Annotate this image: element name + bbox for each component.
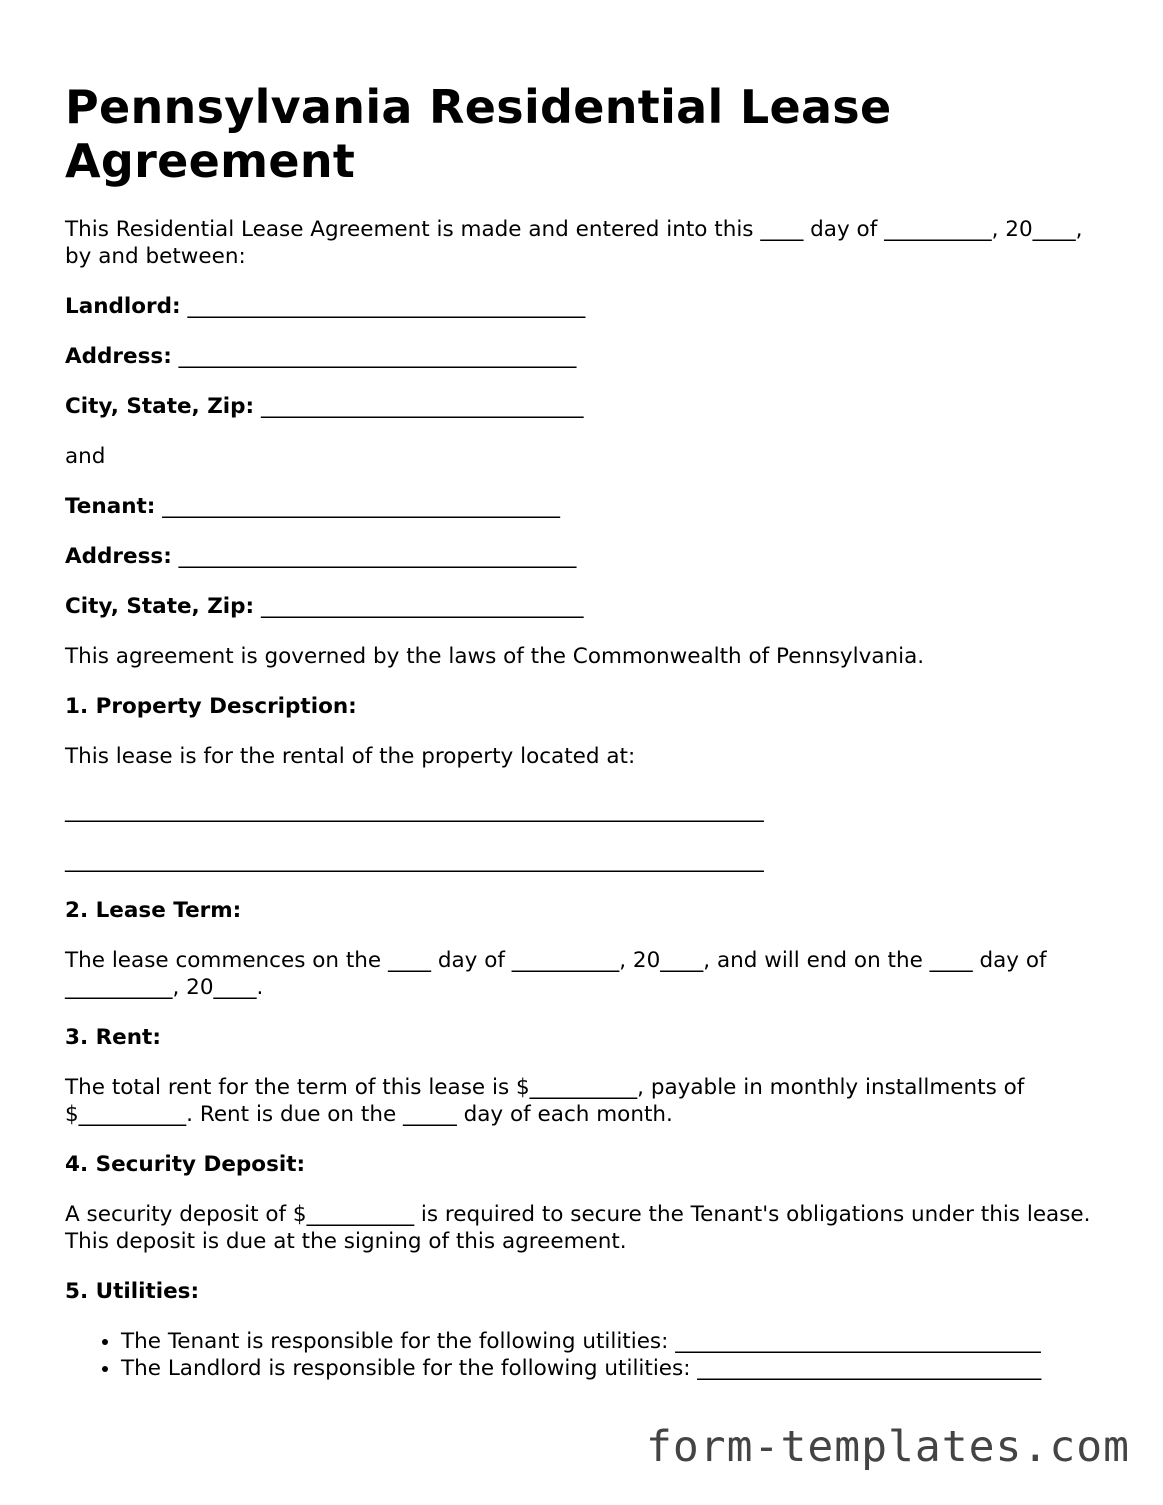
lease-term-heading: 2. Lease Term:: [65, 898, 242, 923]
property-text: This lease is for the rental of the property located at:: [65, 744, 636, 769]
tenant-city-label: City, State, Zip:: [65, 594, 255, 619]
rent-text: The total rent for the term of this lease is $__________, payable in monthly installments of $__________. Rent is due on the _____ day of each month.: [65, 1075, 1025, 1127]
landlord-city-label: City, State, Zip:: [65, 394, 255, 419]
tenant-name-field: [65, 493, 1095, 520]
security-deposit-text: A security deposit of $__________ is required to secure the Tenant's obligations under this lease. This deposit is due at the signing of this agreement.: [65, 1202, 1091, 1254]
property-blank-line-1: _________________________________________________________________: [65, 798, 764, 823]
and-text: and: [65, 444, 106, 469]
landlord-name-label: Landlord:: [65, 294, 181, 319]
watermark-text: form-templates.com: [646, 1422, 1130, 1472]
lease-document: [65, 80, 1095, 1382]
tenant-city-field: [65, 593, 1095, 620]
governing-law-text: This agreement is governed by the laws of the Commonwealth of Pennsylvania.: [65, 644, 925, 669]
landlord-city-field: [65, 393, 1095, 420]
landlord-name-blank: _____________________________________: [187, 294, 586, 319]
tenant-address-blank: _____________________________________: [178, 544, 577, 569]
tenant-city-blank: ______________________________: [261, 594, 584, 619]
landlord-address-blank: _____________________________________: [178, 344, 577, 369]
rent-heading: 3. Rent:: [65, 1025, 161, 1050]
landlord-address-label: Address:: [65, 344, 172, 369]
lease-term-text: The lease commences on the ____ day of __________, 20____, and will end on the ____ day of __________, 20____.: [65, 948, 1047, 1000]
list-item: • The Landlord is responsible for the following utilities: ________________________________: [121, 1355, 1095, 1382]
tenant-name-label: Tenant:: [65, 494, 156, 519]
list-item: • The Tenant is responsible for the following utilities: __________________________________: [121, 1328, 1095, 1355]
property-blank-line-2: _________________________________________________________________: [65, 848, 764, 873]
landlord-address-field: [65, 343, 1095, 370]
security-deposit-heading: 4. Security Deposit:: [65, 1152, 306, 1177]
tenant-name-blank: _____________________________________: [162, 494, 560, 519]
tenant-address-label: Address:: [65, 544, 172, 569]
tenant-address-field: [65, 543, 1095, 570]
document-title: Pennsylvania Residential Lease Agreement: [65, 80, 892, 188]
landlord-name-field: [65, 293, 1095, 320]
utilities-list: [65, 1328, 1095, 1382]
landlord-city-blank: ______________________________: [261, 394, 584, 419]
intro-paragraph: This Residential Lease Agreement is made and entered into this ____ day of __________, 20____, by and between:: [65, 217, 1083, 269]
property-heading: 1. Property Description:: [65, 694, 357, 719]
utilities-heading: 5. Utilities:: [65, 1279, 200, 1304]
